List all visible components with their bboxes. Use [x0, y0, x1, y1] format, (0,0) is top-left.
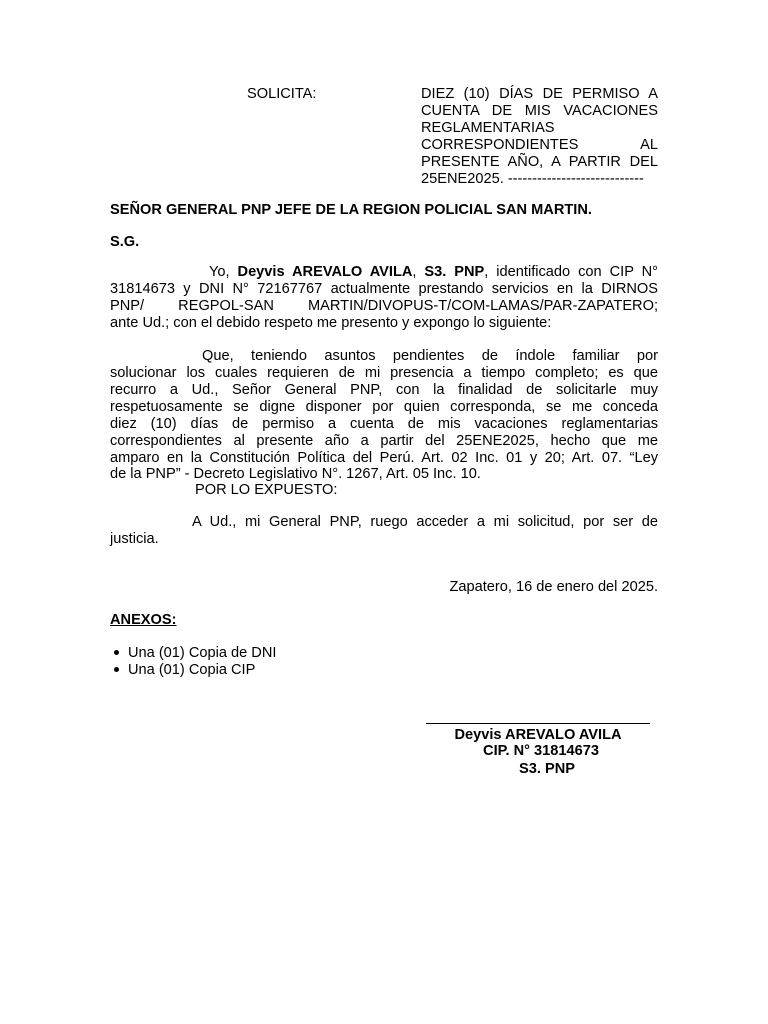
solicita-line: REGLAMENTARIAS	[421, 120, 555, 136]
annexes-heading: ANEXOS:	[110, 612, 177, 628]
solicita-line: DIEZ (10) DÍAS DE PERMISO A	[421, 86, 658, 102]
author-rank: S3. PNP	[424, 264, 485, 280]
body-line: respetuosamente se digne disponer por quien corresponda, se me conceda	[110, 399, 658, 415]
intro-prefix: Yo,	[209, 264, 238, 280]
solicita-line: PRESENTE AÑO, A PARTIR DEL	[421, 154, 658, 170]
place-date: Zapatero, 16 de enero del 2025.	[449, 579, 658, 595]
body-line: diez (10) días de permiso a cuenta de mis vacaciones reglamentarias	[110, 416, 658, 432]
solicita-line: CUENTA DE MIS VACACIONES	[421, 103, 658, 119]
request-line-2: justicia.	[110, 531, 159, 547]
annex-item: Una (01) Copia de DNI	[128, 645, 277, 661]
body-line: recurro a Ud., Señor General PNP, con la finalidad de solicitarle muy	[110, 382, 658, 398]
salutation: S.G.	[110, 234, 140, 250]
signature-name: Deyvis AREVALO AVILA	[454, 727, 622, 743]
intro-rest: , identificado con CIP N°	[484, 264, 658, 280]
signature-line	[426, 723, 650, 724]
body-line-1: Que, teniendo asuntos pendientes de índole familiar por	[202, 348, 658, 364]
body-line: de la PNP” - Decreto Legislativo N°. 1267, Art. 05 Inc. 10.	[110, 466, 481, 482]
por-lo-expuesto: POR LO EXPUESTO:	[195, 482, 338, 498]
annex-item: Una (01) Copia CIP	[128, 662, 256, 678]
signature-rank: S3. PNP	[519, 761, 575, 777]
solicita-label: SOLICITA:	[247, 86, 317, 102]
intro-line-3: PNP/ REGPOL-SAN MARTIN/DIVOPUS-T/COM-LAMAS/PAR-ZAPATERO;	[110, 298, 658, 314]
body-line: amparo en la Constitución Política del Perú. Art. 02 Inc. 01 y 20; Art. 07. “Ley	[110, 450, 658, 466]
bullet-icon	[114, 650, 119, 655]
intro-line-1	[209, 264, 658, 280]
solicita-line: 25ENE2025. ----------------------------	[421, 171, 644, 187]
body-line: correspondientes al presente año a partir del 25ENE2025, hecho que me	[110, 433, 658, 449]
intro-line-4: ante Ud.; con el debido respeto me presento y expongo lo siguiente:	[110, 315, 552, 331]
body-line: solucionar los cuales requieren de mi presencia a tiempo completo; es que	[110, 365, 658, 381]
request-line-1: A Ud., mi General PNP, ruego acceder a mi solicitud, por ser de	[192, 514, 658, 530]
author-name: Deyvis AREVALO AVILA	[237, 264, 413, 280]
solicita-line: CORRESPONDIENTES AL	[421, 137, 658, 153]
intro-comma: ,	[412, 264, 425, 280]
addressee: SEÑOR GENERAL PNP JEFE DE LA REGION POLICIAL SAN MARTIN.	[110, 202, 592, 218]
signature-cip: CIP. N° 31814673	[483, 743, 599, 759]
bullet-icon	[114, 667, 119, 672]
intro-line-2: 31814673 y DNI N° 72167767 actualmente prestando servicios en la DIRNOS	[110, 281, 658, 297]
